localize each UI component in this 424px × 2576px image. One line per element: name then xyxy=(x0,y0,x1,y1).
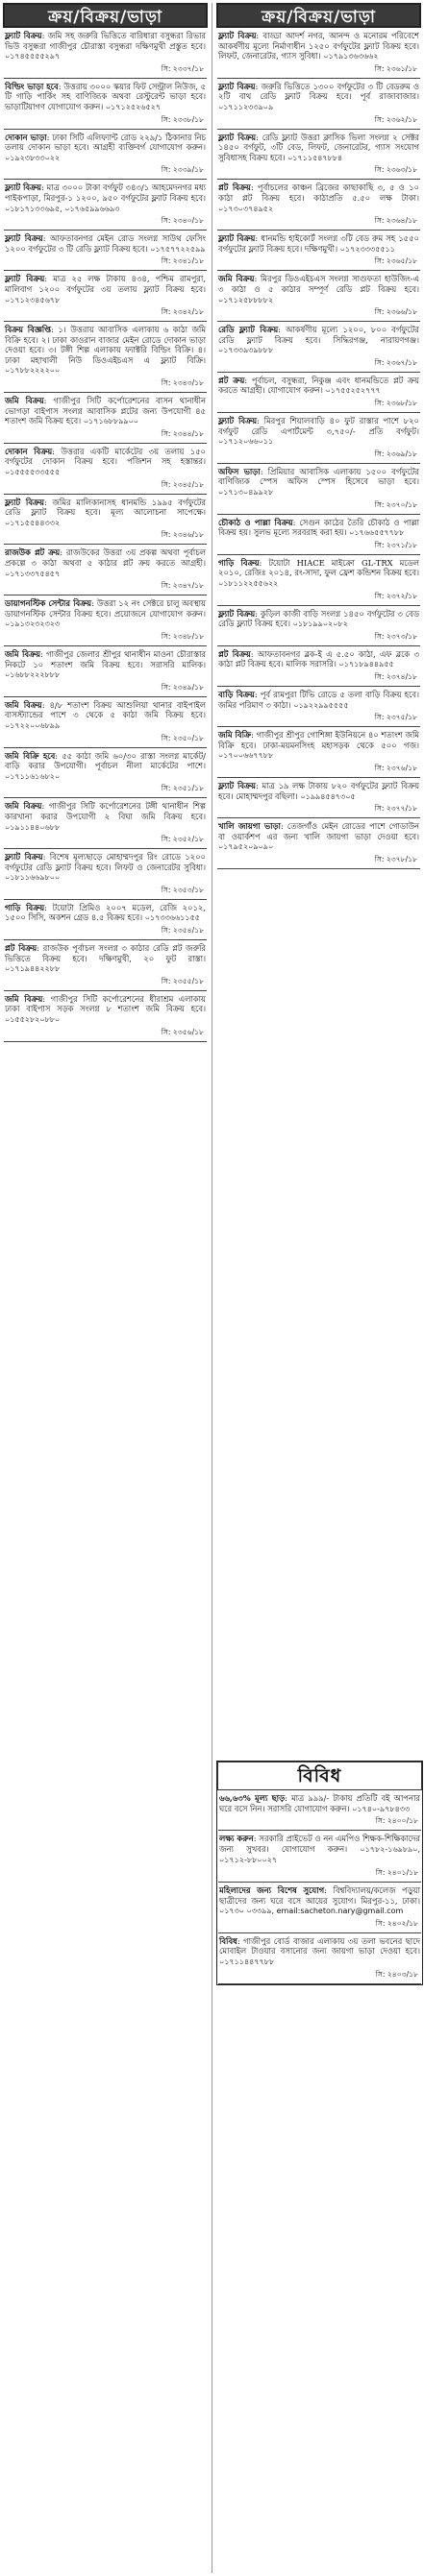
ad-separator xyxy=(217,868,420,869)
ad-reference: সি: ২৩৪৬/১৮ xyxy=(161,530,204,540)
ad-phone[interactable]: ০১৯২৩৮৩৩০২২ xyxy=(5,153,61,162)
ad-title: ফ্ল্যাট বিক্রয় xyxy=(5,497,44,507)
ad-text xyxy=(3,130,208,165)
classified-ad xyxy=(3,130,208,181)
ad-title: ফ্ল্যাট বিক্রয় xyxy=(218,608,256,619)
ad-title: জমি বিক্রয় xyxy=(5,396,44,406)
ad-reference: সি: ২৩৭৬/১৮ xyxy=(374,763,417,772)
ad-body: : মাত্র ২৫ লক্ষ টাকায় ৪৩৪, পশ্চিম রামপুরা, মালিবাগ ১২০০ বর্গফুটের ৩য় তলায় ফ্ল্যাট বিক্রয় হবে। xyxy=(5,274,206,294)
right-section-header: ক্রয়/বিক্রয়/ভাড়া xyxy=(216,3,421,28)
ad-title: বিবিধ xyxy=(219,1935,237,1946)
ad-reference: সি: ২৩৭২/১৮ xyxy=(374,591,417,600)
ad-body: : ধানমন্ডি হাইকোর্ট সংলগ্ন ৩টি বেড রুম সহ ১৫৫০ বর্গফুটের ফ্ল্যাট বিক্রয় হবে। দক্ষিণমুখী। xyxy=(218,233,420,254)
classified-ad xyxy=(217,1933,422,1984)
ad-text xyxy=(216,28,421,63)
ad-title: ফ্ল্যাট বিক্রয় xyxy=(218,132,257,142)
ad-body: : গাজীপুর সিটি কর্পোরেশনের বাসন থানাধীন ভোগড়া বাইপাস সংলগ্ন আবাসিক প্লটের জন্য উপযোগী ৪৫ শতাংশ জমি বিক্রয় হবে। xyxy=(5,396,206,426)
ad-phone[interactable]: ০১৯১১৪৪০৬৮৮ xyxy=(5,822,61,832)
ad-phone[interactable]: ০১৭১২০৬৬০১১ xyxy=(218,437,274,447)
ad-text xyxy=(216,727,421,763)
left-section-header: ক্রয়/বিক্রয়/ভাড়া xyxy=(3,3,208,28)
ad-phone[interactable]: ০১৭৮৮২২২২০০ xyxy=(5,366,61,376)
ad-phone[interactable]: ০১৮১৭১৩৩৬৯৫, ০১৭৬৫৯৯৬৬৯৩ xyxy=(5,204,120,213)
ad-text xyxy=(3,28,208,63)
ad-text xyxy=(217,1883,422,1918)
ad-title: ফ্ল্যাট বিক্রয় xyxy=(5,182,41,193)
ad-body: : রেডি ফ্ল্যাট উত্তরা ক্লাসিক ভিলা সংলগ্ন ২ সেক্টর ১৪৫০ বর্গফুট, ৩টি বেড, লিফট, জেনারেটর, গ্যাস সংযোগ সুবিধাসহ বিক্রয় হবে। xyxy=(218,132,420,162)
ad-separator xyxy=(4,1041,207,1042)
ad-title: ফ্ল্যাট বিক্রয় xyxy=(218,31,257,40)
ad-body: : গাজীপুর সিটি কর্পোরেশনের ধীরাশ্রম এলাকায় ঢাকা বাইপাস সড়ক সংলগ্ন ৮ শতাংশ জমি বিক্রয় হবে। xyxy=(5,993,206,1014)
ad-title: ফ্ল্যাট বিক্রয় xyxy=(218,780,256,790)
ad-text xyxy=(216,464,421,499)
classified-ad xyxy=(216,778,421,818)
ad-reference: সি: ২৩৬১/১৮ xyxy=(374,63,417,73)
ad-phone[interactable]: ০১৮১১৬৬৯৮০০ xyxy=(5,873,61,883)
ad-body: : উত্তরা ১২ নং সেক্টরে চালু অবস্থায় ডায়াগনস্টিক সেন্টার বিক্রয় হবে। প্রয়োজনে যোগাযোগ করুন। xyxy=(5,598,206,619)
ad-body: : পূর্বাচল, বসুন্ধরা, নিকুঞ্জ এবং ধানমন্ডিতে প্লট ক্রয় করতে আগ্রহী। যোগাযোগ করুন। xyxy=(218,375,419,396)
ad-reference: সি: ২৩৭৪/১৮ xyxy=(374,671,417,681)
ad-phone[interactable]: ০১৭১২৩৪৫৬৭৮ xyxy=(5,295,61,304)
ad-reference: সি: ২৩৬৯/১৮ xyxy=(374,449,417,458)
classified-ad xyxy=(3,444,208,495)
classifieds-page xyxy=(3,3,421,2573)
ad-title: অফিস ভাড়া xyxy=(218,466,261,476)
ad-text xyxy=(3,798,208,834)
ad-phone[interactable]: ০১৭১২৫৮৮৮৮২ xyxy=(218,295,274,304)
classified-ad xyxy=(3,646,208,697)
ad-phone[interactable]: ০১৫৫২৮২০৮৮০ xyxy=(5,1015,61,1025)
ad-body: : টয়োটা প্রিমিও ২০০৭ মডেল, রেজি ২০১২, ১৫০০ সিসি, অকশন গ্রেড ৪.৫ বিক্রয় হবে। xyxy=(5,902,206,923)
ad-reference: সি: ২৩৪২/১৮ xyxy=(161,307,204,317)
classified-ad xyxy=(216,373,421,413)
ad-phone[interactable]: ০১৭১৮৯৪৪৯৫৫ xyxy=(338,660,394,669)
ad-reference: সি: ২৩৫০/১৮ xyxy=(161,733,204,742)
ad-title: জমি বিক্রয় xyxy=(5,648,41,659)
ad-title: ডায়াগনস্টিক সেন্টার বিক্রয় xyxy=(5,598,92,609)
ad-reference: সি: ২৩৪০/১৮ xyxy=(161,216,204,226)
ad-title: জমি বিক্রয় xyxy=(5,801,42,812)
classified-ad xyxy=(216,322,421,373)
ad-phone[interactable]: ০১৫৫৫৫৩৩৫৫৫ xyxy=(5,468,61,477)
ad-phone[interactable]: ০১৭১৩৩৭৫৪৫৭ xyxy=(5,569,61,578)
misc-ads-list xyxy=(217,1790,422,1984)
ad-text xyxy=(3,393,208,428)
ad-reference: সি: ২৩৩৭/১৮ xyxy=(161,63,204,73)
ad-title: ফ্ল্যাট বিক্রয় xyxy=(5,31,42,40)
classified-ad xyxy=(3,991,208,1042)
ad-body: : পূর্ব রামপুরা টিভি রোডে ৫ তলা বাড়ি বিক্রয় হবে। জমির পরিমাণ ৩ কাঠা। xyxy=(218,689,420,710)
ad-phone[interactable]: ০১৭২৩৩৩৫৫১১ xyxy=(339,244,395,254)
classified-ad xyxy=(217,1831,422,1883)
ad-text xyxy=(216,778,421,803)
ad-text xyxy=(216,231,421,255)
ad-body: : জরুরি ভিত্তিতে ১৩০০ বর্গফুটের ৩ টি বেডরুম ও ২টি বাথ রেডি ফ্ল্যাট বিক্রয় হবে। পূর্ব রাজাবাজার। xyxy=(218,81,419,102)
ad-text xyxy=(3,322,208,377)
ad-phone[interactable]: ০১৭১১২৩৩৯০৯ xyxy=(218,102,274,111)
classified-ad xyxy=(216,231,421,271)
ad-body: : উত্তরার একটি মার্কেটের ৩য় তলায় ১৫০ বর্গফুটের দোকান বিক্রয় হবে। পজিশন সহ হস্তান্তর। xyxy=(5,446,206,467)
ad-body: : প্রিমিয়ার আবাসিক এলাকায় ১৫০০ বর্গফুটের বাণিজ্যিক স্পেস অফিস স্পেস হিসেবে ভাড়া হবে। xyxy=(218,466,419,487)
ad-reference: সি: ২৩৫৫/১৮ xyxy=(161,976,204,985)
ad-reference: সি: ২৩৪৩/১৮ xyxy=(161,378,204,388)
ad-title: প্লট ক্রয় xyxy=(218,375,245,385)
ad-phone[interactable]: ০১৭১৯৪৪২২৮৮ xyxy=(5,964,61,974)
ad-text xyxy=(3,900,208,925)
ad-body: : মিরপুর ডিওএইচএস সংলগ্ন সাগুফতা হাউজিং-এ ৩ কাঠা ও ৫ কাঠার সম্পূর্ণ রেডি প্লট বিক্রয় হবে। xyxy=(218,274,419,294)
ad-text xyxy=(3,444,208,479)
ad-text xyxy=(3,231,208,255)
ad-phone[interactable]: ০১৭১১৬১৬৮২০ xyxy=(5,771,61,781)
ad-body: : সরকারি প্রাইভেট ও নন এমপিও শিক্ষক-শিক্ষিকাদের জন্য সুখবর। যোগাযোগ করুন। xyxy=(219,1834,421,1854)
ad-phone[interactable]: ০১৭৩৩৬৬১১৫৫ xyxy=(144,913,200,923)
ad-body: : রাজউকের উত্তরা ৩য় প্রকল্প অথবা পূর্বাচল প্রকল্পে ৩ কাঠা অথবা ৫ কাঠার প্লট ক্রয় করতে আগ্রহী। xyxy=(5,547,206,568)
ad-body: : গাজীপুর বোর্ড বাজার এলাকায় ৩য় তলা ভবনের ছাদে মোবাইল টাওয়ার বসানোর জন্য জায়গা ভাড়া দেওয়া হবে। xyxy=(219,1935,420,1956)
ad-reference: সি: ২৩৭০/১৮ xyxy=(374,499,417,509)
ad-phone[interactable]: ০১৬৮৮২২২৮৮৮ xyxy=(5,670,61,680)
ad-reference: সি: ২৩৬৩/১৮ xyxy=(374,165,417,175)
ad-reference: সি: ২৪০০/১৮ xyxy=(375,1816,418,1826)
ad-reference: সি: ২৩৫৩/১৮ xyxy=(161,885,204,894)
ad-body: : ৫৫ কাঠা জমি ৬০/৩০ রাস্তা সংলগ্ন মার্কেট/বাড়ি করার উপযোগী। পূর্বাচল নীলা মার্কেটের পাশে। xyxy=(5,750,206,771)
ad-phone[interactable]: ০১৭১১৪৪৭৭৮৮ xyxy=(219,1956,275,1966)
ad-reference: সি: ২৩৭১/১৮ xyxy=(374,540,417,549)
misc-section-header: বিবিধ xyxy=(217,1762,422,1790)
ad-text xyxy=(217,1831,422,1867)
ad-body: : টয়োটা HIACE মাইক্রো GL-TRX মডেল ২০১০, রেজিঃ ২০১৪, রং-সাদা, ফুল ফ্রেশ কন্ডিশন বিক্রয় হবে। xyxy=(218,557,420,578)
ad-reference: সি: ২৩৬৪/১৮ xyxy=(374,216,417,226)
ad-title: প্লট বিক্রয় xyxy=(218,648,251,659)
ad-title: প্লট বিক্রয় xyxy=(218,182,251,193)
ad-text xyxy=(3,180,208,215)
ad-body: : ১। উত্তরায় আবাসিক এলাকায় ৬ কাঠা জমি বিক্রি হবে। ২। ঢাকা কাওরান বাজার মেইন রোডে দোকান ভাড়া দেওয়া হবে। ৩। টঙ্গী শিল্প এলাকায় ফ্যাক্টরি বিল্ডিং বিক্রি। ৪। ঢাকা মহাখালী নিউ ডিওএইচএস এ ফ্ল্যাট বিক্রি। xyxy=(5,325,206,365)
classified-ad xyxy=(216,180,421,231)
ad-title: ফ্ল্যাট বিক্রয় xyxy=(218,81,256,91)
ad-text xyxy=(217,1933,422,1969)
ad-body: : আফতাবনগর ব্লক-ই এ ৫.৫০ কাঠা, এফ ব্লকে ৩ কাঠা প্লট বিক্রয় হবে। মালিক সরাসরি। xyxy=(218,648,419,669)
ad-reference: সি: ২৩৭৮/১৮ xyxy=(374,854,417,863)
ad-text xyxy=(216,646,421,671)
ad-title: ফ্ল্যাট বিক্রয় xyxy=(218,416,258,426)
ad-title: ৬৬,৬৩% মূল্য ছাড় xyxy=(219,1793,286,1803)
ad-title: লক্ষ্য করুন xyxy=(219,1834,254,1844)
ad-reference: সি: ২৩৪১/১৮ xyxy=(161,256,204,266)
ad-title: ফ্ল্যাট বিক্রয় xyxy=(5,852,43,863)
ad-phone[interactable]: ০১৭০০৬৬৭৭৮৮ xyxy=(218,751,274,761)
ad-body: : উত্তরায় ৩০০০ স্কয়ার ফিট সেন্ট্রাল নিউজ, ৫ টি গাড়ি পার্কিং সহ বাণিজ্যিক অথবা রেস্টুরেন্ট ভাড়া হবে। ভাড়াটিয়াগণ যোগাযোগ করুন। xyxy=(5,81,207,111)
ad-body: : পূর্বাচলের কাঞ্চন ব্রিজের কাছাকাছি ৩, ৫ ও ১০ কাঠা প্লট বিক্রয় হবে। কাঠাপ্রতি ৫.৫০ লক্ষ টাকা। xyxy=(218,182,419,203)
ad-separator xyxy=(218,1983,421,1984)
ad-phone[interactable]: ০১৭৪৫৫৫৫২৯৭ xyxy=(5,52,61,61)
ad-text xyxy=(3,646,208,682)
ad-reference: সি: ২৪০১/১৮ xyxy=(375,1867,418,1877)
ad-phone[interactable]: ০১৭৫৫২৫২৭৭৭ xyxy=(325,386,381,396)
ad-phone[interactable]: ০১৭৫৭৭২২৫৯৯ xyxy=(150,244,206,254)
classified-ad xyxy=(216,79,421,130)
classified-ad xyxy=(216,555,421,606)
classified-ad xyxy=(217,1883,422,1933)
ad-phone[interactable]: ০১৭৩৩৯৩৯৮৮৮ xyxy=(218,346,274,355)
ad-reference: সি: ২৪০৩/১৮ xyxy=(375,1969,418,1979)
ad-title: বিল্ডিং ভাড়া হবে xyxy=(5,81,59,91)
ad-text xyxy=(3,595,208,631)
ad-text xyxy=(216,606,421,631)
classified-ad xyxy=(216,28,421,79)
classified-ad xyxy=(3,940,208,991)
ad-text xyxy=(3,849,208,885)
ad-body: : কুড়িল কাজী বাড়ি সংলগ্ন ১৪৫০ বর্গফুটের ৩ বেড রেডি ফ্ল্যাট বিক্রয় হবে। xyxy=(218,608,419,629)
ad-body: : বিশ্ববিদ্যালয়/কলেজ পড়ুয়া ছাত্রীদের জন্য ঘরে বসে আয়ের সুযোগ। মিরপুর-১১, ঢাকা। xyxy=(219,1884,421,1906)
classified-ad xyxy=(216,606,421,646)
ad-body: : গাজীপুর জেলার শ্রীপুর থানাধীন মাওনা চৌরাস্তার নিকটে ১০ শতাংশ জমি বিক্রয় হবে। সরাসরি মালিক। xyxy=(5,648,206,669)
ad-reference: সি: ২৩৫২/১৮ xyxy=(161,835,204,844)
ad-phone[interactable]: ০১৭৯৫২০৯০৯০ xyxy=(218,842,274,852)
ad-reference: সি: ২৩৬৫/১৮ xyxy=(374,256,417,266)
classified-ad xyxy=(3,28,208,79)
ad-body: : রাজউক পূর্বাচল সংলগ্ন ৩ কাঠার রেডি প্লট জরুরি ভিত্তিতে বিক্রয় হবে। দক্ষিণমুখী, ২০ ফুট রাস্তা। xyxy=(5,943,206,963)
ad-text xyxy=(216,818,421,854)
ad-phone[interactable]: ০১৭৬৬৫৫৭৭৮৮ xyxy=(349,528,405,538)
ad-body: : জমি সহ জরুরি ভিত্তিতে বারিধারা বসুন্ধরা রিভার ভিউ বসুন্ধরা গাজীপুর চৌরাস্তা বসুন্ধরা দক্ষিণমুখী প্রস্তুত হবে। xyxy=(5,31,207,51)
ad-title: মহিলাদের জন্য বিশেষ সুযোগ xyxy=(219,1884,325,1895)
ad-body: : আফতাবনগর মেইন রোড সংলগ্ন সাউথ ফেসিং ১২০০ বর্গফুটের ৩ টি রেডি ফ্ল্যাট বিক্রয় হবে। xyxy=(5,233,206,254)
classified-ad xyxy=(216,271,421,322)
ad-body: : মিরপুর শিয়ালবাড়ি ৪০ ফুট রাস্তার পাশে ৮২০ বর্গফুট রেডি এপার্টমেন্ট ৩,৭৫০/- প্রতি বর্গফুট। xyxy=(218,416,419,436)
ad-text xyxy=(3,495,208,530)
ad-title: গাড়ি বিক্রয় xyxy=(5,902,45,912)
ad-phone[interactable]: ০১৭৯১৩৬৩৬৬২ xyxy=(323,52,379,61)
ad-body: : মাত্র ৯৯৯/- টাকায় প্রতিটি বই আপনার ঘরে বসে নিন। সরাসরি যোগাযোগ করুন। xyxy=(219,1793,421,1813)
ad-text xyxy=(3,271,208,306)
ad-phone[interactable]: ০১৯১৩২৩২৩২৩ xyxy=(5,620,61,629)
ad-title: জমি বিক্রি হবে xyxy=(5,750,56,761)
misc-section xyxy=(216,1761,423,1985)
classified-ad xyxy=(3,849,208,900)
ad-reference: সি: ২৩৪৯/১৮ xyxy=(161,682,204,692)
ad-title: ফ্ল্যাট বিক্রয় xyxy=(5,274,45,284)
ad-phone[interactable]: ০১৭৩০৩৭৪৯৫২ xyxy=(218,204,274,213)
classified-ad xyxy=(216,413,421,464)
ad-title: চৌকাঠ ও পাল্লা বিক্রয় xyxy=(218,517,293,527)
ad-title: গাড়ি বিক্রয় xyxy=(218,557,260,568)
classified-ad xyxy=(3,393,208,444)
classified-ad xyxy=(3,545,208,595)
ad-phone[interactable]: ০১৯২২৯৯৫৫৫৫ xyxy=(293,700,349,710)
ad-phone[interactable]: ০১৮১১২২৫৫৬২২ xyxy=(218,579,279,588)
ad-text xyxy=(216,79,421,114)
ad-body: : তেজগাঁও মেইন রোডের পাশে গোডাউন বা ওয়ার্কশপ এর জন্য খালি জায়গা ভাড়া দেওয়া হবে। xyxy=(218,821,419,841)
ad-title: বাড়ি বিক্রয় xyxy=(218,689,255,699)
ad-text xyxy=(216,130,421,165)
ad-phone[interactable]: ০১৭৪০-৯৭৮৪৩৩ xyxy=(352,1804,411,1813)
ad-body: : সেগুন কাঠের তৈরি চৌকাঠ ও পাল্লা বিক্রয় হয়। সুলভ মূল্যে সরবরাহ করা হয়। xyxy=(218,517,420,538)
ad-phone[interactable]: ০১৭১২৫২৬৫২৭ xyxy=(105,102,162,111)
classified-ad xyxy=(216,818,421,869)
classified-ad xyxy=(216,687,421,727)
classified-ad xyxy=(216,130,421,181)
ad-body: : আকর্ষণীয় মূল্যে ১২০০, ৮০০ বর্গফুটের রেডি ফ্ল্যাট বিক্রয় হবে। সিদ্ধিরগঞ্জ, নারায়ণগঞ্জ। xyxy=(218,325,419,345)
classified-ad xyxy=(3,495,208,546)
classified-ad xyxy=(3,748,208,799)
ad-phone[interactable]: ০১৭১৬৮৮৯৯০০ xyxy=(83,417,138,426)
ad-body: : মাত্র ৩০০০ টাকা বর্গফুট ৩৪৩/১ আহমেদনগর মধ্য পাইকপাড়া, মিরপুর-১ ১২০০, ৯৫০ বর্গফুটের ফ্ল্যাট বিক্রয় হবে। xyxy=(5,182,206,203)
ad-body: : বাড্ডা আদর্শ নগর, আনন্দ ও মনোরম পরিবেশে আকর্ষণীয় মূল্যে নির্মাণাধীন ১২৫০ বর্গফুটের ফ্ল্যাট বিক্রয় হবে। লিফট, জেনারেটর, গ্যাস সুবিধা। xyxy=(218,31,419,61)
ad-title: বিক্রয় বিজ্ঞপ্তি xyxy=(5,325,52,335)
classified-ad xyxy=(216,515,421,555)
classified-ad xyxy=(3,900,208,940)
ad-reference: সি: ২৩৭৫/১৮ xyxy=(374,713,417,722)
ad-reference: সি: ২৩৪৪/১৮ xyxy=(161,428,204,438)
ad-title: প্লট বিক্রয় xyxy=(5,943,37,954)
ad-title: জমি বিক্রয় xyxy=(5,993,43,1004)
classified-ad xyxy=(216,727,421,778)
ad-text xyxy=(216,180,421,215)
ad-phone[interactable]: ০১৭৮২-১৬৯৮৯০, ০১৭১২-৮৮০০২৭ xyxy=(219,1844,420,1865)
ad-reference: সি: ২৩৪৮/১৮ xyxy=(161,631,204,641)
ad-text xyxy=(216,271,421,306)
classified-ad xyxy=(3,180,208,231)
ad-phone[interactable]: ০১৮১৯৯০২০৮২ xyxy=(292,620,348,629)
ad-phone[interactable]: ০১৯৯৪৫৪৭৩০৫ xyxy=(300,791,356,801)
ad-reference: সি: ২৩৪৫/১৮ xyxy=(161,479,204,489)
ad-reference: সি: ২৩৬২/১৮ xyxy=(374,114,417,124)
ad-reference: সি: ২৩৭৭/১৮ xyxy=(374,804,417,814)
ad-text xyxy=(216,555,421,591)
ad-body: : বিশেষ মূল্যছাড়ে মোহাম্মদপুর রিং রোডে ১২০০ বর্গফুটের রেডি ফ্ল্যাট বিক্রয় হবে। লিফট ও জেনারেটর সুবিধা। xyxy=(5,852,207,872)
ad-body: : ঢাকা সিটি এলিফ্যান্ট রোড ২২৯/১ ঠিকানার নিচ তলায় দোকান ভাড়া হবে। আগ্রহী ব্যক্তিবর্গ যোগাযোগ করুন। xyxy=(5,132,206,153)
ad-title: জমি বিক্রয় xyxy=(5,699,42,710)
classified-ad xyxy=(216,464,421,515)
ad-text xyxy=(216,515,421,540)
right-column xyxy=(216,3,421,869)
classified-ad xyxy=(3,231,208,271)
ad-reference: সি: ২৩৬৭/১৮ xyxy=(374,357,417,367)
left-ads-list xyxy=(3,28,208,1042)
ad-title: জমি বিক্রি xyxy=(218,730,251,741)
ad-phone[interactable]: ০১৭১৫৫৪৪৩৩২ xyxy=(5,518,61,527)
ad-body: : মাত্র ১৯ লক্ষ টাকায় ৮২০ বর্গফুটের ফ্ল্যাট বিক্রয় হবে। মোহাম্মদপুর বছিলা। xyxy=(218,780,420,801)
ad-title: খালি জায়গা ভাড়া xyxy=(218,821,281,832)
ad-reference: সি: ২৩৫৬/১৮ xyxy=(161,1027,204,1036)
ad-reference: সি: ২৩৭৩/১৮ xyxy=(374,631,417,641)
ad-phone[interactable]: ০১৭২২০০৬৮৯৯ xyxy=(5,720,61,730)
ad-title: দোকান ভাড়া xyxy=(5,132,47,142)
ad-text xyxy=(216,687,421,712)
ad-text xyxy=(3,79,208,114)
classified-ad xyxy=(3,798,208,849)
ad-title: জমি বিক্রয় xyxy=(218,274,255,284)
ad-body: : জমির মালিকানাসহ ধানমন্ডি ১৯৯৫ বর্গফুটের রেডি ফ্ল্যাট বিক্রয় হবে। মূল্য আলোচনা সাপেক্ষে। xyxy=(5,497,207,518)
ad-title: রেডি ফ্ল্যাট বিক্রয় xyxy=(218,325,279,335)
ad-body: : গাজীপুর শ্রীপুর গোশিঙ্গা ইউনিয়নে ৪০ শতাংশ জমি বিক্রি হবে। ঢাকা-ময়মনসিংহ মহাসড়ক থেকে ৫০০ গজ। xyxy=(218,730,419,750)
ad-reference: সি: ২৩৩৯/১৮ xyxy=(161,165,204,175)
ad-title: ফ্ল্যাট বিক্রয় xyxy=(5,233,43,244)
classified-ad xyxy=(3,697,208,748)
ad-reference: সি: ২৩৫১/১৮ xyxy=(161,784,204,793)
classified-ad xyxy=(3,595,208,646)
ad-reference: সি: ২৩৬৬/১৮ xyxy=(374,307,417,317)
left-column xyxy=(3,3,208,1042)
classified-ad xyxy=(3,271,208,322)
ad-body: : ৪/৮ শতাংশ বিক্রয় আশুলিয়া থানার বাইপাইল বাসস্ট্যান্ডের পাশে ৩ থেকে ৫ কাঠা জমি বিক্রয় হবে। xyxy=(5,699,206,720)
classified-ad xyxy=(3,322,208,393)
right-ads-list xyxy=(216,28,421,869)
ad-text xyxy=(3,697,208,733)
classified-ad xyxy=(217,1790,422,1831)
ad-text xyxy=(217,1790,422,1815)
ad-body: : গাজীপুর সিটি কর্পোরেশনের টঙ্গী থানাধীন শিল্প কারখানা করার উপযোগী ২ বিঘা জমি বিক্রয় হবে। xyxy=(5,801,206,821)
ad-text xyxy=(3,940,208,976)
ad-phone[interactable]: ০১৭১১৫৪৭৮৮৪ xyxy=(287,153,343,162)
ad-text xyxy=(216,373,421,398)
ad-reference: সি: ২৩৬৮/১৮ xyxy=(374,399,417,408)
ad-title: দোকান বিক্রয় xyxy=(5,446,53,456)
ad-reference: সি: ২৪০২/১৮ xyxy=(375,1918,418,1928)
ad-phone[interactable]: ০১৭১৩০৪৯৯২৮ xyxy=(218,488,274,498)
ad-reference: সি: ২৩৪৭/১৮ xyxy=(161,581,204,591)
ad-text xyxy=(3,991,208,1027)
ad-title: ফ্ল্যাট বিক্রয় xyxy=(218,233,256,244)
ad-reference: সি: ২৩৫৪/১৮ xyxy=(161,926,204,936)
ad-text xyxy=(3,545,208,580)
ad-text xyxy=(216,413,421,449)
ad-text xyxy=(216,322,421,357)
ad-title: রাজউক প্লট ক্রয় xyxy=(5,547,61,558)
ad-reference: সি: ২৩৩৮/১৮ xyxy=(161,114,204,124)
ad-text xyxy=(3,748,208,784)
classified-ad xyxy=(3,79,208,130)
ad-phone[interactable]: ০১৭৩০ ০৩৩৯৯, email:sacheton.nary@gmail.com xyxy=(219,1907,404,1916)
classified-ad xyxy=(216,646,421,687)
